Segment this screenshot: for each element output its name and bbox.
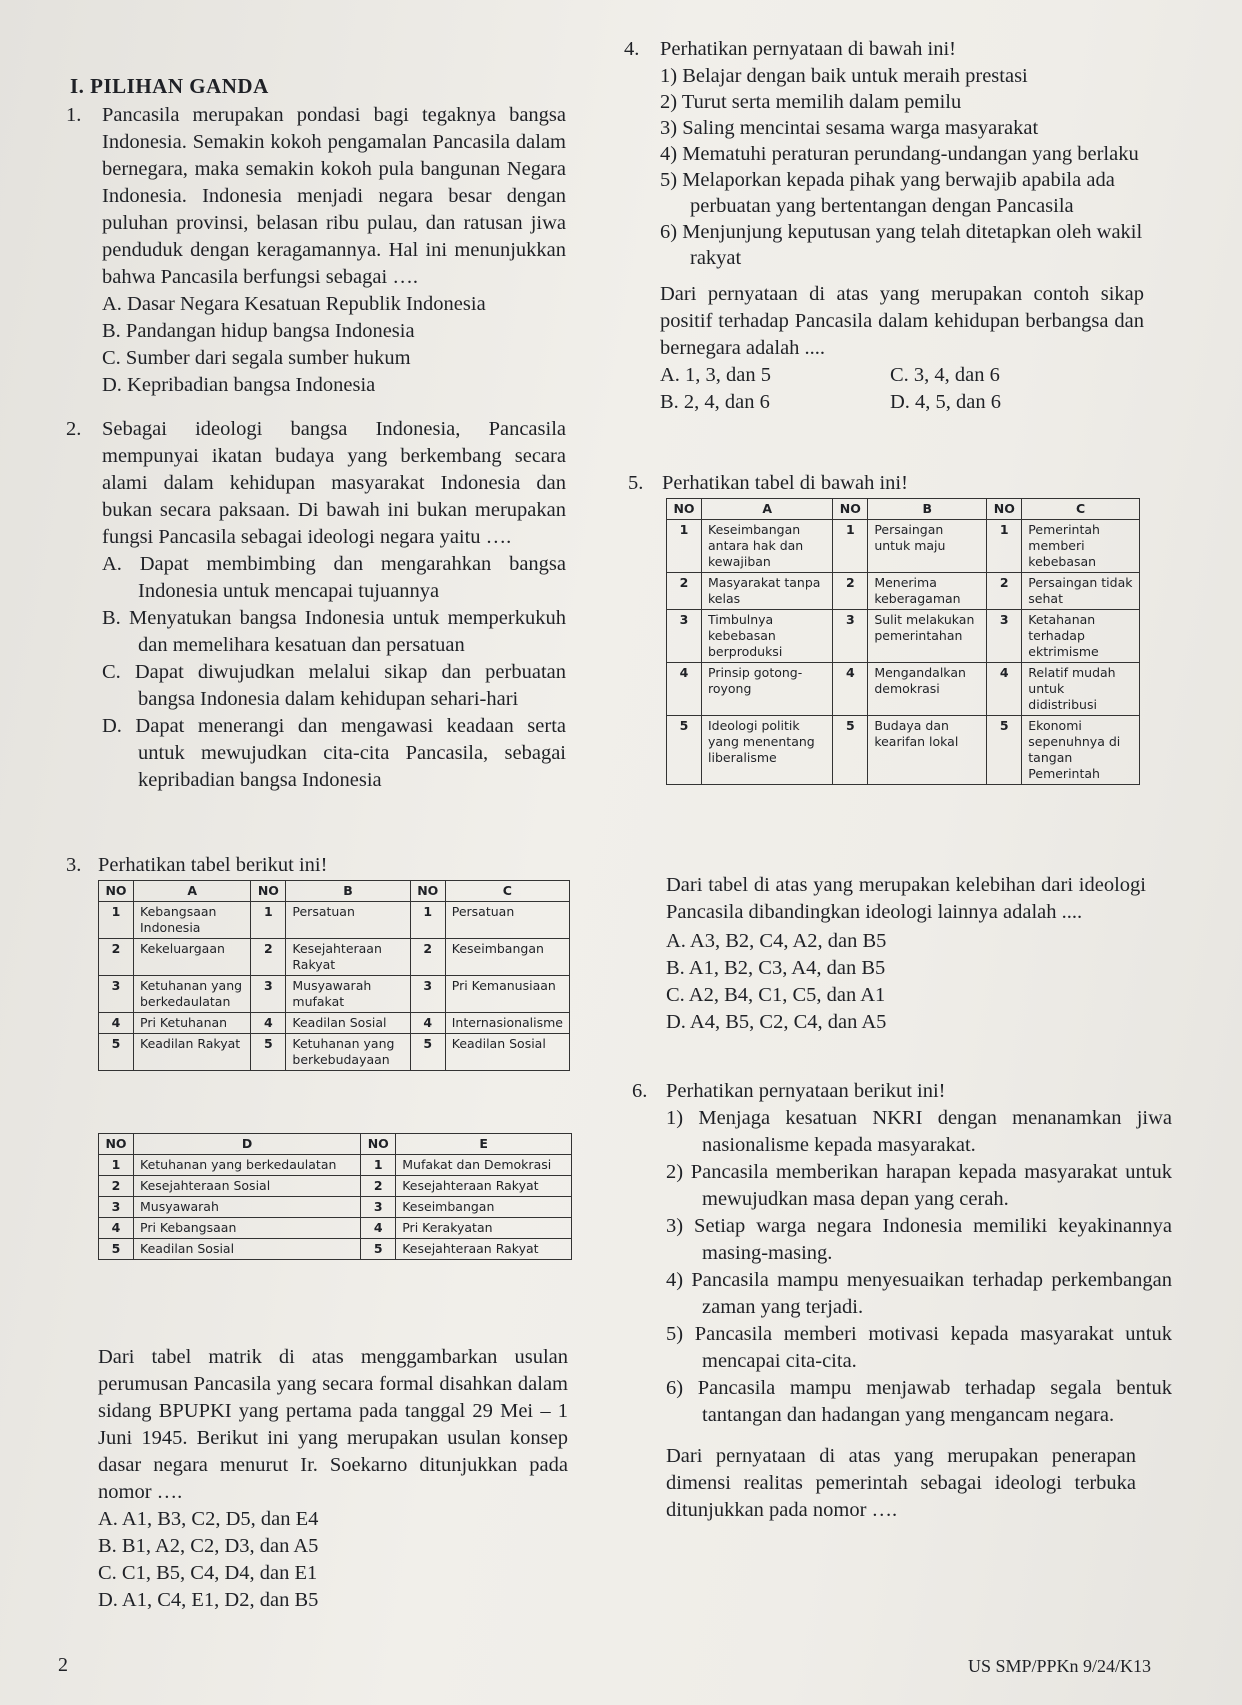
table-cell: Pri Kerakyatan (396, 1218, 572, 1239)
table-cell: Kekeluargaan (134, 939, 251, 976)
table-cell: Keseimbangan (445, 939, 569, 976)
table-header: NO (667, 499, 702, 520)
table-header: NO (361, 1134, 396, 1155)
table-cell: Pemerintah memberi kebebasan (1022, 520, 1140, 573)
table-header: D (134, 1134, 361, 1155)
row-number-cell: 2 (361, 1176, 396, 1197)
options-grid (624, 362, 1144, 416)
row-number-cell: 5 (410, 1034, 445, 1071)
table-cell: Internasionalisme (445, 1013, 569, 1034)
question-number: 1. (66, 104, 82, 126)
q5-table (666, 498, 1140, 785)
table-header: NO (410, 881, 445, 902)
option-c[interactable]: C. Dapat diwujudkan melalui sikap dan perbuatan bangsa Indonesia dalam kehidupan sehari-hari (102, 661, 566, 710)
question-3 (98, 1344, 568, 1614)
table-cell: Mengandalkan demokrasi (868, 663, 987, 716)
statement-3: 3) Saling mencintai sesama warga masyarakat (660, 117, 1039, 139)
statement-5: 5) Melaporkan kepada pihak yang berwajib apabila ada perbuatan yang bertentangan dengan Pancasila (660, 169, 1115, 217)
table-row (99, 1176, 572, 1197)
row-number-cell: 3 (667, 610, 702, 663)
question-5 (666, 872, 1146, 1036)
question-text: Dari tabel matrik di atas menggambarkan usulan perumusan Pancasila yang secara formal disahkan dalam sidang BPUPKI yang pertama pada tanggal 29 Mei – 1 Juni 1945. Berikut ini yang merupakan usulan konsep dasar negara menurut Ir. Soekarno ditunjukkan pada nomor …. (98, 1346, 568, 1503)
table-row (99, 1239, 572, 1260)
table-row (667, 520, 1140, 573)
table-cell: Persaingan untuk maju (868, 520, 987, 573)
table-row (99, 976, 570, 1013)
page-number: 2 (58, 1654, 68, 1676)
q3-table-de (98, 1133, 572, 1260)
statement-5: 5) Pancasila memberi motivasi kepada masyarakat untuk mencapai cita-cita. (666, 1323, 1172, 1372)
table-row (667, 573, 1140, 610)
row-number-cell: 3 (987, 610, 1022, 663)
option-c[interactable]: C. 3, 4, dan 6 (890, 364, 1000, 386)
table-header: C (445, 881, 569, 902)
row-number-cell: 1 (987, 520, 1022, 573)
row-number-cell: 5 (833, 716, 868, 785)
row-number-cell: 4 (833, 663, 868, 716)
option-d[interactable]: D. A1, C4, E1, D2, dan B5 (98, 1589, 319, 1611)
table-cell: Kebangsaan Indonesia (134, 902, 251, 939)
row-number-cell: 5 (251, 1034, 286, 1071)
row-number-cell: 3 (99, 976, 134, 1013)
row-number-cell: 4 (99, 1218, 134, 1239)
row-number-cell: 4 (361, 1218, 396, 1239)
table-header-row (667, 499, 1140, 520)
row-number-cell: 3 (361, 1197, 396, 1218)
table-cell: Ekonomi sepenuhnya di tangan Pemerintah (1022, 716, 1140, 785)
table-header-row (99, 1134, 572, 1155)
table-cell: Masyarakat tanpa kelas (702, 573, 833, 610)
document-code: US SMP/PPKn 9/24/K13 (968, 1656, 1152, 1676)
table-cell: Ideologi politik yang menentang liberalisme (702, 716, 833, 785)
table-cell: Keadilan Sosial (286, 1013, 410, 1034)
table-cell: Musyawarah (134, 1197, 361, 1218)
table-cell: Musyawarah mufakat (286, 976, 410, 1013)
row-number-cell: 1 (99, 1155, 134, 1176)
question-5-intro (628, 470, 1148, 497)
row-number-cell: 2 (833, 573, 868, 610)
table-header: NO (987, 499, 1022, 520)
q3-table-abc (98, 880, 570, 1071)
table-cell: Keadilan Sosial (445, 1034, 569, 1071)
row-number-cell: 2 (99, 1176, 134, 1197)
table-cell: Pri Ketuhanan (134, 1013, 251, 1034)
option-b[interactable]: B. Menyatukan bangsa Indonesia untuk memperkukuh dan memelihara kesatuan dan persatuan (102, 607, 566, 656)
row-number-cell: 1 (361, 1155, 396, 1176)
row-number-cell: 1 (833, 520, 868, 573)
question-number: 3. (66, 854, 82, 876)
row-number-cell: 3 (251, 976, 286, 1013)
table-cell: Ketuhanan yang berkebudayaan (286, 1034, 410, 1071)
question-number: 5. (628, 472, 644, 494)
table-cell: Sulit melakukan pemerintahan (868, 610, 987, 663)
table-header: A (134, 881, 251, 902)
table-cell: Mufakat dan Demokrasi (396, 1155, 572, 1176)
table-header: NO (833, 499, 868, 520)
row-number-cell: 4 (987, 663, 1022, 716)
question-intro: Perhatikan pernyataan di bawah ini! (660, 38, 956, 60)
row-number-cell: 2 (99, 939, 134, 976)
table-cell: Relatif mudah untuk didistribusi (1022, 663, 1140, 716)
row-number-cell: 1 (667, 520, 702, 573)
question-intro: Perhatikan tabel di bawah ini! (662, 472, 908, 494)
table-cell: Pri Kebangsaan (134, 1218, 361, 1239)
table-header: NO (99, 1134, 134, 1155)
table-header: C (1022, 499, 1140, 520)
table-cell: Timbulnya kebebasan berproduksi (702, 610, 833, 663)
question-text: Sebagai ideologi bangsa Indonesia, Pancasila mempunyai ikatan budaya yang berkembang secara alami dalam kehidupan masyarakat Indonesia dan bukan secara paksaan. Di bawah ini bukan merupakan fungsi Pancasila sebagai ideologi negara yaitu …. (102, 418, 566, 548)
table-header-row (99, 881, 570, 902)
table-row (99, 1197, 572, 1218)
table-cell: Kesejahteraan Sosial (134, 1176, 361, 1197)
row-number-cell: 4 (410, 1013, 445, 1034)
question-4 (624, 36, 1144, 416)
table-row (667, 716, 1140, 785)
table-cell: Keadilan Sosial (134, 1239, 361, 1260)
row-number-cell: 5 (987, 716, 1022, 785)
table-cell: Pri Kemanusiaan (445, 976, 569, 1013)
table-cell: Prinsip gotong-royong (702, 663, 833, 716)
statement-4: 4) Pancasila mampu menyesuaikan terhadap perkembangan zaman yang terjadi. (666, 1269, 1172, 1318)
table-header: NO (99, 881, 134, 902)
statement-1: 1) Menjaga kesatuan NKRI dengan menanamkan jiwa nasionalisme kepada masyarakat. (666, 1107, 1172, 1156)
table-cell: Kesejahteraan Rakyat (396, 1239, 572, 1260)
statement-1: 1) Belajar dengan baik untuk meraih prestasi (660, 65, 1028, 87)
table-header: B (286, 881, 410, 902)
table-cell: Budaya dan kearifan lokal (868, 716, 987, 785)
option-d[interactable]: D. Dapat menerangi dan mengawasi keadaan serta untuk mewujudkan cita-cita Pancasila, sebagai kepribadian bangsa Indonesia (102, 715, 566, 791)
section-heading: I. PILIHAN GANDA (70, 74, 269, 98)
option-a[interactable]: A. 1, 3, dan 5 (660, 364, 772, 386)
option-c[interactable]: C. Sumber dari segala sumber hukum (102, 347, 411, 369)
table-row (99, 1155, 572, 1176)
row-number-cell: 2 (410, 939, 445, 976)
question-text: Pancasila merupakan pondasi bagi tegaknya bangsa Indonesia. Semakin kokoh pengamalan Pancasila dalam bernegara, maka semakin kokoh pula bangunan Negara Indonesia. Indonesia menjadi negara besar dengan puluhan provinsi, belasan ribu pulau, dan ratusan jiwa penduduk dengan keragamannya. Hal ini menunjukkan bahwa Pancasila berfungsi sebagai …. (102, 104, 566, 288)
question-number: 4. (624, 38, 640, 60)
row-number-cell: 5 (99, 1034, 134, 1071)
row-number-cell: 3 (99, 1197, 134, 1218)
option-a[interactable]: A. Dapat membimbing dan mengarahkan bangsa Indonesia untuk mencapai tujuannya (102, 553, 566, 602)
row-number-cell: 1 (410, 902, 445, 939)
question-text: Dari pernyataan di atas yang merupakan penerapan dimensi realitas pemerintah sebagai ideologi terbuka ditunjukkan pada nomor …. (666, 1445, 1136, 1521)
statement-3: 3) Setiap warga negara Indonesia memiliki keyakinannya masing-masing. (666, 1215, 1172, 1264)
row-number-cell: 4 (99, 1013, 134, 1034)
table-row (99, 939, 570, 976)
row-number-cell: 2 (667, 573, 702, 610)
table-cell: Kesejahteraan Rakyat (286, 939, 410, 976)
row-number-cell: 5 (667, 716, 702, 785)
table-header: B (868, 499, 987, 520)
question-6 (632, 1078, 1172, 1524)
question-number: 2. (66, 418, 82, 440)
statement-4: 4) Mematuhi peraturan perundang-undangan yang berlaku (660, 143, 1139, 165)
question-text: Dari tabel di atas yang merupakan kelebihan dari ideologi Pancasila dibandingkan ideologi lainnya adalah .... (666, 874, 1146, 923)
option-a[interactable]: A. Dasar Negara Kesatuan Republik Indonesia (102, 293, 486, 315)
question-3-intro (66, 852, 486, 879)
table-row (667, 663, 1140, 716)
option-b[interactable]: B. A1, B2, C3, A4, dan B5 (666, 957, 886, 979)
table-cell: Persatuan (445, 902, 569, 939)
table-row (99, 902, 570, 939)
question-intro: Perhatikan pernyataan berikut ini! (666, 1080, 946, 1102)
table-cell: Ketuhanan yang berkedaulatan (134, 1155, 361, 1176)
option-b[interactable]: B. 2, 4, dan 6 (660, 391, 770, 413)
row-number-cell: 4 (667, 663, 702, 716)
row-number-cell: 3 (410, 976, 445, 1013)
table-row (99, 1034, 570, 1071)
statement-2: 2) Pancasila memberikan harapan kepada masyarakat untuk mewujudkan masa depan yang cerah. (666, 1161, 1172, 1210)
table-cell: Keseimbangan (396, 1197, 572, 1218)
question-text: Dari pernyataan di atas yang merupakan contoh sikap positif terhadap Pancasila dalam kehidupan berbangsa dan bernegara adalah .... (660, 283, 1144, 359)
option-a[interactable]: A. A3, B2, C4, A2, dan B5 (666, 930, 887, 952)
table-cell: Keseimbangan antara hak dan kewajiban (702, 520, 833, 573)
table-cell: Persaingan tidak sehat (1022, 573, 1140, 610)
row-number-cell: 3 (833, 610, 868, 663)
table-cell: Keadilan Rakyat (134, 1034, 251, 1071)
option-c[interactable]: C. A2, B4, C1, C5, dan A1 (666, 984, 886, 1006)
row-number-cell: 1 (251, 902, 286, 939)
question-number: 6. (632, 1080, 648, 1102)
table-row (99, 1218, 572, 1239)
option-b[interactable]: B. Pandangan hidup bangsa Indonesia (102, 320, 415, 342)
option-c[interactable]: C. C1, B5, C4, D4, dan E1 (98, 1562, 318, 1584)
table-cell: Ketahanan terhadap ektrimisme (1022, 610, 1140, 663)
row-number-cell: 5 (361, 1239, 396, 1260)
statement-6: 6) Pancasila mampu menjawab terhadap segala bentuk tantangan dan hadangan yang mengancam negara. (666, 1377, 1172, 1426)
question-intro: Perhatikan tabel berikut ini! (98, 854, 328, 876)
table-cell: Kesejahteraan Rakyat (396, 1176, 572, 1197)
statement-2: 2) Turut serta memilih dalam pemilu (660, 91, 962, 113)
table-row (99, 1013, 570, 1034)
statement-6: 6) Menjunjung keputusan yang telah ditetapkan oleh wakil rakyat (660, 221, 1143, 269)
row-number-cell: 4 (251, 1013, 286, 1034)
option-d[interactable]: D. 4, 5, dan 6 (890, 391, 1002, 413)
table-cell: Ketuhanan yang berkedaulatan (134, 976, 251, 1013)
row-number-cell: 1 (99, 902, 134, 939)
table-header: E (396, 1134, 572, 1155)
option-d[interactable]: D. Kepribadian bangsa Indonesia (102, 374, 376, 396)
row-number-cell: 2 (987, 573, 1022, 610)
row-number-cell: 5 (99, 1239, 134, 1260)
option-d[interactable]: D. A4, B5, C2, C4, dan A5 (666, 1011, 887, 1033)
table-header: A (702, 499, 833, 520)
option-a[interactable]: A. A1, B3, C2, D5, dan E4 (98, 1508, 319, 1530)
row-number-cell: 2 (251, 939, 286, 976)
table-cell: Persatuan (286, 902, 410, 939)
option-b[interactable]: B. B1, A2, C2, D3, dan A5 (98, 1535, 319, 1557)
table-cell: Menerima keberagaman (868, 573, 987, 610)
question-2 (66, 416, 566, 794)
question-1 (66, 102, 566, 399)
table-row (667, 610, 1140, 663)
table-header: NO (251, 881, 286, 902)
